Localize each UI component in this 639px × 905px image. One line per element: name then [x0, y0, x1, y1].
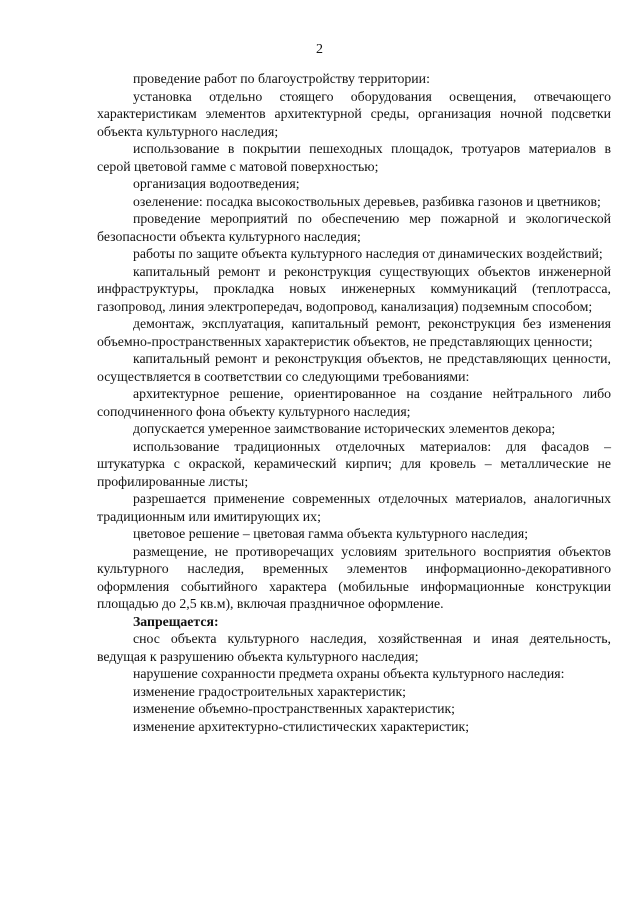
paragraph: демонтаж, эксплуатация, капитальный ремонт, реконструкция без изменения объемно-пространственных характеристик объектов, не представляющих ценности; [97, 316, 611, 349]
paragraph: архитектурное решение, ориентированное на создание нейтрального либо соподчиненного фона объекту культурного наследия; [97, 386, 611, 419]
paragraph: организация водоотведения; [133, 176, 300, 191]
paragraph: озеленение: посадка высокоствольных деревьев, разбивка газонов и цветников; [133, 193, 601, 209]
document-body [97, 70, 611, 735]
paragraph: использование традиционных отделочных материалов: для фасадов – штукатурка с окраской, керамический кирпич; для кровель – металлические не профилированные листы; [97, 438, 611, 489]
paragraph: размещение, не противоречащих условиям зрительного восприятия объектов культурного наследия, временных элементов информационно-декоративного оформления событийного характера (мобильные информационные конструкции площадью до 2,5 кв.м), включая праздничное оформление. [97, 543, 611, 611]
paragraph: работы по защите объекта культурного наследия от динамических воздействий; [133, 246, 603, 261]
prohibited-heading: Запрещается: [133, 613, 219, 629]
paragraph: капитальный ремонт и реконструкция объектов, не представляющих ценности, осуществляется в соответствии со следующими требованиями: [97, 351, 611, 384]
paragraph: допускается умеренное заимствование исторических элементов декора; [133, 421, 556, 436]
paragraph: использование в покрытии пешеходных площадок, тротуаров материалов в серой цветовой гамме с матовой поверхностью; [97, 141, 611, 174]
paragraph: изменение объемно-пространственных характеристик; [133, 701, 456, 716]
paragraph: проведение работ по благоустройству территории: [133, 71, 430, 86]
paragraph: изменение архитектурно-стилистических характеристик; [133, 718, 470, 734]
page-number: 2 [316, 42, 323, 57]
paragraph: капитальный ремонт и реконструкция существующих объектов инженерной инфраструктуры, прокладка новых инженерных коммуникаций (теплотрасса, газопровод, линия электропередач, водопровод, канализация) подземным способом; [97, 263, 611, 314]
paragraph: нарушение сохранности предмета охраны объекта культурного наследия: [133, 666, 565, 681]
paragraph: изменение градостроительных характеристик; [133, 683, 407, 699]
paragraph: цветовое решение – цветовая гамма объекта культурного наследия; [133, 526, 529, 541]
paragraph: установка отдельно стоящего оборудования освещения, отвечающего характеристикам элементов архитектурной среды, организация ночной подсветки объекта культурного наследия; [97, 88, 611, 139]
paragraph: проведение мероприятий по обеспечению мер пожарной и экологической безопасности объекта культурного наследия; [97, 211, 611, 244]
paragraph: разрешается применение современных отделочных материалов, аналогичных традиционным или имитирующих их; [97, 491, 611, 524]
paragraph: снос объекта культурного наследия, хозяйственная и иная деятельность, ведущая к разрушению объекта культурного наследия; [97, 631, 611, 664]
